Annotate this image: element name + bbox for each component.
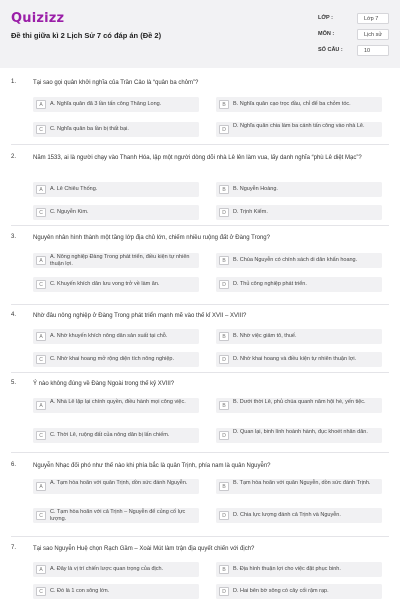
option-text: B. Nhờ việc giảm tô, thuế. <box>233 333 297 339</box>
option-b[interactable] <box>216 329 382 344</box>
divider <box>11 304 389 305</box>
option-c[interactable] <box>33 122 199 137</box>
option-text: C. Thời Lê, ruộng đất của nông dân bị lấn chiếm. <box>50 432 170 438</box>
option-letter: A <box>36 401 46 410</box>
option-d[interactable] <box>216 352 382 367</box>
question-number: 6. <box>11 462 17 468</box>
option-a[interactable] <box>33 253 199 268</box>
option-letter: B <box>219 100 229 109</box>
option-text: A. Nghĩa quân đã 3 lần tấn công Thăng Long. <box>50 101 162 107</box>
option-letter: D <box>219 431 229 440</box>
option-letter: C <box>36 431 46 440</box>
option-text: D. Quan lại, binh lính hoành hành, đục khoét nhân dân. <box>233 429 368 435</box>
option-text: A. Nhà Lê lập lại chính quyền, điều hành mọi công việc. <box>50 399 186 405</box>
option-a[interactable] <box>33 329 199 344</box>
option-letter: D <box>219 511 229 520</box>
question-number: 2. <box>11 154 17 160</box>
option-letter: C <box>36 355 46 364</box>
option-text: B. Chúa Nguyễn có chính sách di dân khẩn hoang. <box>233 257 358 263</box>
option-b[interactable] <box>216 97 382 112</box>
question-number: 1. <box>11 79 17 85</box>
option-text: C. Nguyễn Kim. <box>50 209 89 215</box>
option-c[interactable] <box>33 352 199 367</box>
question-text: Năm 1533, ai là người chạy vào Thanh Hóa, lập một người dòng dõi nhà Lê lên làm vua, lấy danh nghĩa “phù Lê diệt Mạc”? <box>33 155 362 161</box>
option-d[interactable] <box>216 122 382 137</box>
option-d[interactable] <box>216 508 382 523</box>
worksheet-header <box>0 0 400 68</box>
option-letter: B <box>219 185 229 194</box>
option-text: C. Nhờ khai hoang mở rộng diện tích nông nghiệp. <box>50 356 175 362</box>
option-letter: D <box>219 587 229 596</box>
page-title: Đề thi giữa kì 2 Lịch Sử 7 có đáp án (Đề 2) <box>11 31 162 40</box>
question-count-value: 10 <box>357 45 389 56</box>
option-d[interactable] <box>216 428 382 443</box>
option-letter: D <box>219 125 229 134</box>
divider <box>11 536 389 537</box>
question-number: 4. <box>11 312 17 318</box>
option-text: B. Địa hình thuận lợi cho việc đặt phục binh. <box>233 566 341 572</box>
option-text: B. Nghĩa quân cạo trọc đầu, chỉ để ba chỏm tóc. <box>233 101 351 107</box>
option-letter: B <box>219 256 229 265</box>
option-d[interactable] <box>216 205 382 220</box>
question-number: 3. <box>11 234 17 240</box>
question-text: Nguyễn Nhạc đối phó như thế nào khi phía bắc là quân Trịnh, phía nam là quân Nguyễn? <box>33 463 271 469</box>
option-letter: C <box>36 511 46 520</box>
option-a[interactable] <box>33 182 199 197</box>
option-text: B. Tạm hòa hoãn với quân Nguyễn, dồn sức đánh Trịnh. <box>233 480 371 486</box>
option-text: D. Nhờ khai hoang và điều kiện tự nhiên thuận lợi. <box>233 356 357 362</box>
option-letter: B <box>219 565 229 574</box>
option-text: A. Lê Chiêu Thống. <box>50 186 98 192</box>
quizizz-logo: Quizizz <box>11 11 65 26</box>
option-text: C. Tạm hòa hoãn với cả Trịnh – Nguyễn để củng cố lực lượng. <box>50 509 186 522</box>
option-b[interactable] <box>216 398 382 413</box>
divider <box>11 372 389 373</box>
option-letter: C <box>36 208 46 217</box>
option-letter: B <box>219 482 229 491</box>
option-text: A. Đây là vị trí chiến lược quan trọng của địch. <box>50 566 164 572</box>
subject-label: MÔN : <box>318 31 335 37</box>
question-count-label: SỐ CÂU : <box>318 47 343 53</box>
question-text: Ý nào không đúng về Đàng Ngoài trong thế kỷ XVIII? <box>33 381 175 387</box>
option-c[interactable] <box>33 584 199 599</box>
option-text: D. Nghĩa quân chia làm ba cánh tấn công vào nhà Lê. <box>233 123 365 129</box>
option-text: A. Tạm hòa hoãn với quân Trịnh, dồn sức đánh Nguyễn. <box>50 480 188 486</box>
option-text: B. Dưới thời Lê, phủ chúa quanh năm hội hè, yến tiệc. <box>233 399 366 405</box>
option-d[interactable] <box>216 584 382 599</box>
option-letter: C <box>36 125 46 134</box>
option-text: D. Thủ công nghiệp phát triển. <box>233 281 307 287</box>
option-text: B. Nguyễn Hoàng. <box>233 186 278 192</box>
option-text: D. Chia lực lượng đánh cả Trịnh và Nguyễn. <box>233 512 341 518</box>
option-b[interactable] <box>216 562 382 577</box>
question-text: Tại sao Nguyễn Huệ chọn Rạch Gầm – Xoài Mút làm trận địa quyết chiến với địch? <box>33 546 255 552</box>
option-c[interactable] <box>33 428 199 443</box>
option-b[interactable] <box>216 182 382 197</box>
class-label: LỚP : <box>318 15 333 21</box>
option-a[interactable] <box>33 97 199 112</box>
option-b[interactable] <box>216 253 382 268</box>
option-text: A. Nhờ khuyến khích nông dân sản xuất tại chỗ. <box>50 333 168 339</box>
question-text: Tại sao gọi quân khởi nghĩa của Trần Cảo là “quân ba chỏm”? <box>33 80 199 86</box>
option-letter: A <box>36 100 46 109</box>
option-letter: D <box>219 208 229 217</box>
question-text: Nguyên nhân hình thành một tầng lớp địa chủ lớn, chiếm nhiều ruộng đất ở Đàng Trong? <box>33 235 270 241</box>
divider <box>11 452 389 453</box>
option-text: A. Nông nghiệp Đàng Trong phát triển, điều kiện tự nhiên thuận lợi. <box>50 254 190 267</box>
option-letter: A <box>36 256 46 265</box>
option-c[interactable] <box>33 205 199 220</box>
option-a[interactable] <box>33 562 199 577</box>
question-text: Nhờ đâu nông nghiệp ở Đàng Trong phát triển mạnh mẽ vào thế kỉ XVII – XVIII? <box>33 313 247 319</box>
divider <box>11 225 389 226</box>
divider <box>11 144 389 145</box>
option-c[interactable] <box>33 277 199 292</box>
option-text: C. Khuyến khích dân lưu vong trở về làm ăn. <box>50 281 160 287</box>
option-text: D. Hai bên bờ sông có cây cối rậm rạp. <box>233 588 329 594</box>
question-number: 7. <box>11 545 17 551</box>
class-value: Lớp 7 <box>357 13 389 24</box>
option-letter: A <box>36 565 46 574</box>
option-letter: B <box>219 332 229 341</box>
option-letter: C <box>36 280 46 289</box>
option-text: C. Đó là 1 con sông lớn. <box>50 588 110 594</box>
option-letter: A <box>36 482 46 491</box>
option-d[interactable] <box>216 277 382 292</box>
option-a[interactable] <box>33 479 199 494</box>
option-text: D. Trịnh Kiểm. <box>233 209 268 215</box>
option-text: C. Nghĩa quân ba lần bị thất bại. <box>50 126 129 132</box>
option-letter: D <box>219 355 229 364</box>
option-c[interactable] <box>33 508 199 523</box>
option-letter: A <box>36 332 46 341</box>
option-b[interactable] <box>216 479 382 494</box>
option-letter: A <box>36 185 46 194</box>
option-letter: C <box>36 587 46 596</box>
question-number: 5. <box>11 380 17 386</box>
option-a[interactable] <box>33 398 199 413</box>
subject-value: Lịch sử <box>357 29 389 40</box>
option-letter: D <box>219 280 229 289</box>
option-letter: B <box>219 401 229 410</box>
